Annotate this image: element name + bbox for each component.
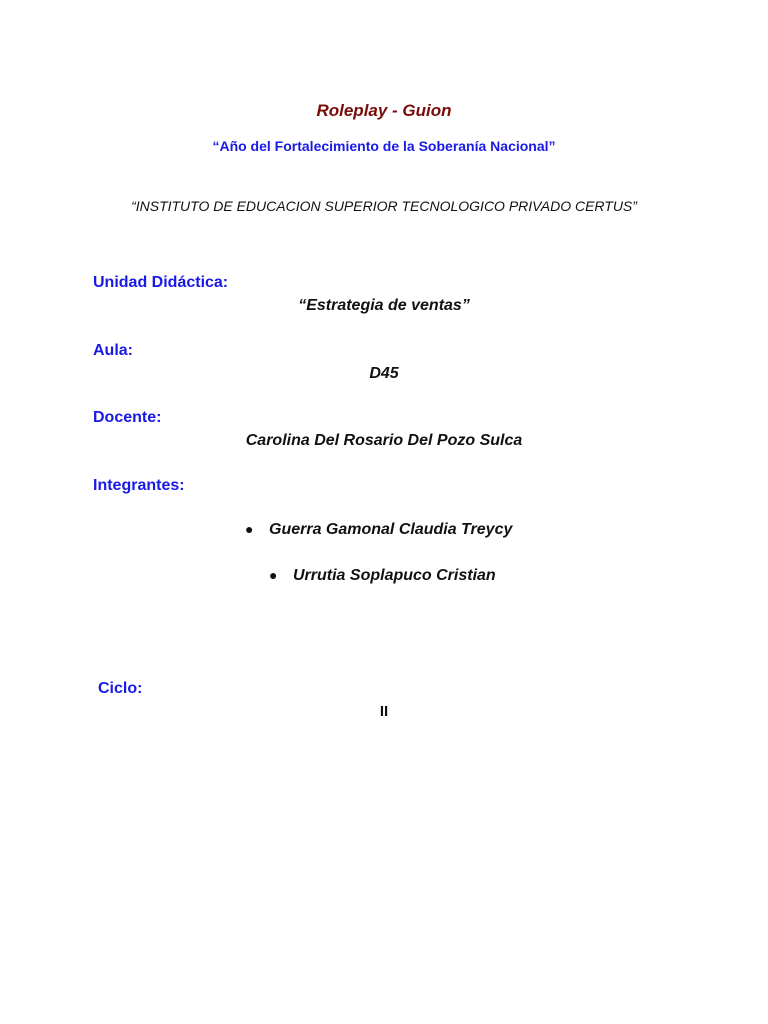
ciclo-label: Ciclo: xyxy=(98,680,143,697)
national-motto: “Año del Fortalecimiento de la Soberanía Nacional” xyxy=(212,138,556,154)
docente-value: Carolina Del Rosario Del Pozo Sulca xyxy=(245,432,523,449)
docente-label: Docente: xyxy=(93,409,162,426)
aula-value: D45 xyxy=(369,365,399,382)
ciclo-value: II xyxy=(379,703,389,720)
list-item xyxy=(245,521,512,539)
document-title: Roleplay - Guion xyxy=(316,101,452,120)
aula-label: Aula: xyxy=(93,342,133,359)
integrante-name: Urrutia Soplapuco Cristian xyxy=(293,567,496,584)
bullet-icon: ● xyxy=(245,521,254,537)
bullet-icon: ● xyxy=(269,567,278,583)
list-item xyxy=(269,567,496,585)
integrante-name: Guerra Gamonal Claudia Treycy xyxy=(269,521,513,538)
integrantes-label: Integrantes: xyxy=(93,477,185,494)
institute-name: “INSTITUTO DE EDUCACION SUPERIOR TECNOLOGICO PRIVADO CERTUS” xyxy=(131,198,637,214)
unidad-label: Unidad Didáctica: xyxy=(93,274,229,291)
unidad-value: “Estrategia de ventas” xyxy=(298,297,470,314)
